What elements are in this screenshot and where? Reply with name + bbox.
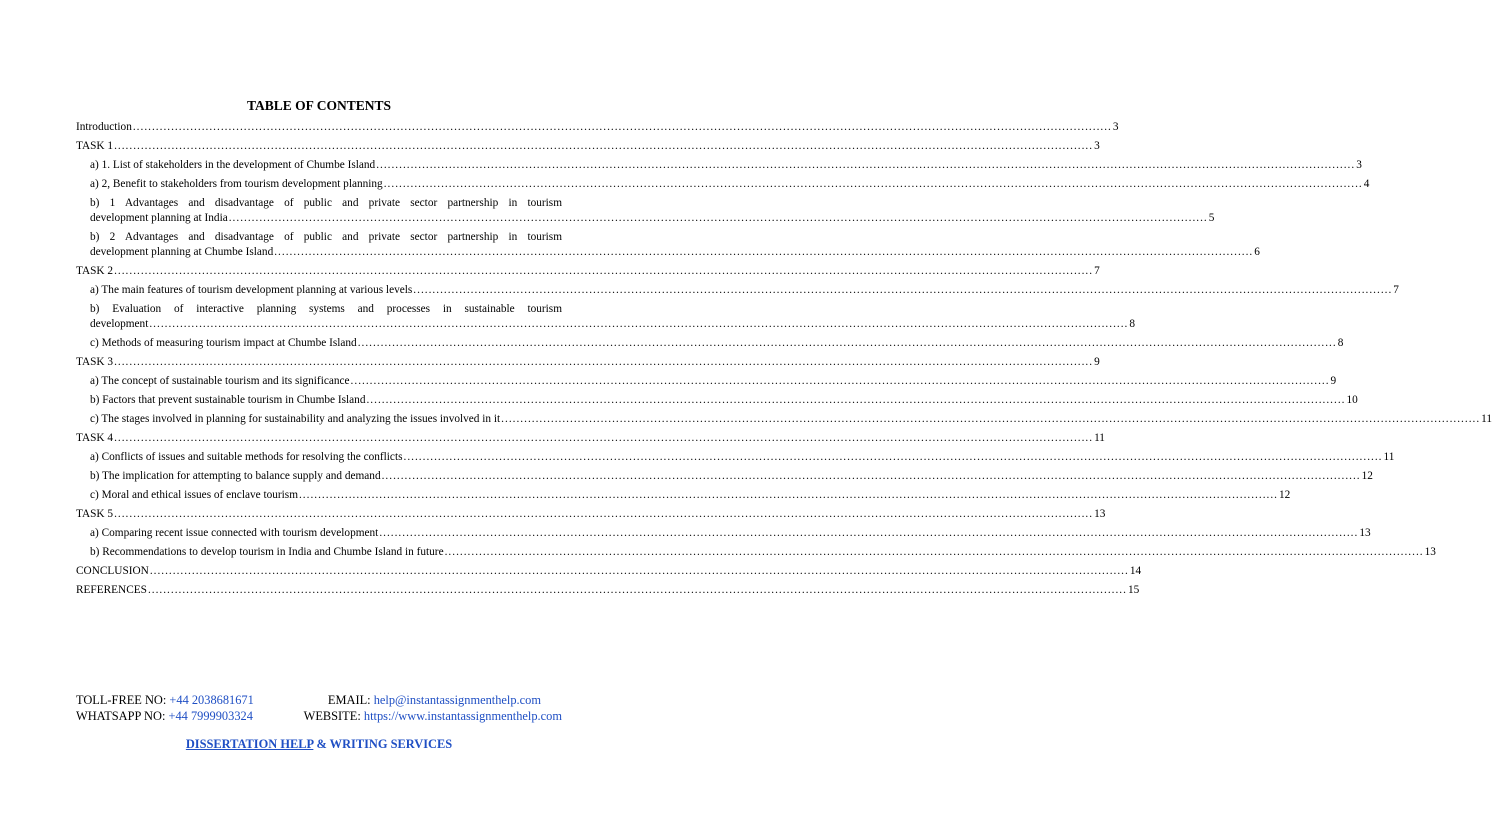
toc-entry-line <box>76 264 1100 279</box>
toc-leader-dots <box>501 412 1480 427</box>
toc-page-number: 3 <box>1356 159 1362 171</box>
toc-entry-text: b) Factors that prevent sustainable tourism in Chumbe Island <box>90 394 366 406</box>
toc-entry[interactable] <box>76 156 1362 175</box>
toc-entry[interactable] <box>76 448 1395 467</box>
dissertation-help-link[interactable]: DISSERTATION HELP <box>185 737 314 751</box>
toc-entry[interactable] <box>76 372 1337 391</box>
toc-page-number: 3 <box>1112 121 1119 133</box>
banner-ampersand: & <box>313 737 330 751</box>
toc-entry-text: Introduction <box>76 121 132 133</box>
toc-leader-dots <box>148 583 1127 598</box>
toc-entry-line <box>90 545 1436 560</box>
toc-page-number: 4 <box>1363 178 1370 190</box>
toc-entry[interactable] <box>76 228 1260 262</box>
toc-entry[interactable] <box>76 353 1100 372</box>
toc-page-number: 15 <box>1127 584 1140 596</box>
toc-page-number: 11 <box>1481 413 1492 425</box>
toc-entry-line <box>76 583 1140 598</box>
toc-entry-text-line1: b) 2 Advantages and disadvantage of public and private sector partnership in tourism <box>90 231 562 243</box>
email-label: EMAIL: <box>327 693 374 707</box>
toc-leader-dots <box>404 450 1383 465</box>
toc-leader-dots <box>366 393 1345 408</box>
toc-page-number: 12 <box>1361 470 1373 482</box>
toc-entry-line <box>90 469 1373 484</box>
toc-page-number: 11 <box>1094 432 1105 444</box>
toc-entry[interactable] <box>76 137 1100 156</box>
toc-entry[interactable] <box>76 391 1358 410</box>
toc-page-number: 7 <box>1094 265 1100 277</box>
toc-entry[interactable] <box>76 281 1399 300</box>
toc-entry-text: a) 1. List of stakeholders in the development of Chumbe Island <box>90 159 376 171</box>
toc-entry[interactable] <box>76 524 1371 543</box>
toc-entry-text: development planning at India <box>90 212 228 224</box>
toc-page-number: 9 <box>1330 375 1337 387</box>
toc-entry-text: CONCLUSION <box>76 565 149 577</box>
toc-entry[interactable] <box>76 175 1370 194</box>
toc-page-number: 8 <box>1129 318 1136 330</box>
toc-leader-dots <box>114 139 1093 154</box>
toc-entry-text: development planning at Chumbe Island <box>90 246 274 258</box>
toc-entry[interactable] <box>76 505 1106 524</box>
banner-services-text: WRITING SERVICES <box>329 737 453 751</box>
toc-entry[interactable] <box>76 334 1344 353</box>
toc-entry-text: a) 2, Benefit to stakeholders from tourism development planning <box>90 178 383 190</box>
toc-leader-dots <box>445 545 1424 560</box>
whatsapp-number[interactable]: +44 7999903324 <box>168 709 253 723</box>
toc-entry-text: TASK 4 <box>76 432 114 444</box>
toc-entry-text: b) The implication for attempting to balance supply and demand <box>90 470 381 482</box>
contact-footer <box>76 692 562 724</box>
toc-entry[interactable] <box>76 562 1142 581</box>
toc-entry[interactable] <box>76 262 1100 281</box>
toc-entry-text: c) The stages involved in planning for sustainability and analyzing the issues involved in it <box>90 413 501 425</box>
toc-page-number: 11 <box>1383 451 1395 463</box>
toc-leader-dots <box>150 564 1129 579</box>
page-title: TABLE OF CONTENTS <box>246 98 392 113</box>
toc-leader-dots <box>376 158 1355 173</box>
toc-entry-text: development <box>90 318 149 330</box>
website-link[interactable]: https://www.instantassignmenthelp.com <box>363 709 562 723</box>
toc-leader-dots <box>379 526 1358 541</box>
toc-page-number: 14 <box>1129 565 1142 577</box>
tollfree-number[interactable]: +44 2038681671 <box>169 693 254 707</box>
toc-leader-dots <box>274 245 1253 260</box>
toc-entry[interactable] <box>76 118 1119 137</box>
table-of-contents <box>76 118 1492 600</box>
email-link[interactable]: help@instantassignmenthelp.com <box>373 693 541 707</box>
toc-entry[interactable] <box>76 581 1140 600</box>
toc-entry-line <box>90 450 1395 465</box>
toc-entry-line <box>90 526 1371 541</box>
toc-entry-text: REFERENCES <box>76 584 147 596</box>
toc-entry-line <box>90 374 1337 389</box>
toc-entry-text: TASK 2 <box>76 265 114 277</box>
toc-entry-text-line1: b) 1 Advantages and disadvantage of public and private sector partnership in tourism <box>90 197 562 209</box>
toc-entry-text: b) Recommendations to develop tourism in India and Chumbe Island in future <box>90 546 444 558</box>
toc-leader-dots <box>114 355 1093 370</box>
toc-leader-dots <box>299 488 1278 503</box>
toc-entry[interactable] <box>76 429 1105 448</box>
toc-entry-text: TASK 3 <box>76 356 114 368</box>
toc-entry-text: TASK 1 <box>76 140 114 152</box>
toc-leader-dots <box>384 177 1363 192</box>
toc-entry[interactable] <box>76 543 1436 562</box>
toc-entry-line <box>76 355 1100 370</box>
toc-entry-line <box>90 177 1370 192</box>
website-line <box>304 708 562 724</box>
toc-page-number: 5 <box>1208 212 1215 224</box>
toc-entry-text: a) The concept of sustainable tourism and its significance <box>90 375 350 387</box>
toc-entry[interactable] <box>76 194 1215 228</box>
toc-entry-line <box>90 317 1136 332</box>
toc-entry-line <box>90 158 1362 173</box>
toc-entry-line <box>90 283 1399 298</box>
toc-leader-dots <box>358 336 1337 351</box>
toc-entry-line <box>90 412 1492 427</box>
tollfree-label: TOLL-FREE NO: <box>76 693 170 707</box>
toc-entry-text: TASK 5 <box>76 508 114 520</box>
toc-page-number: 8 <box>1337 337 1344 349</box>
whatsapp-line <box>76 708 253 724</box>
toc-page-number: 9 <box>1094 356 1100 368</box>
toc-page-number: 6 <box>1254 246 1260 258</box>
toc-entry-line <box>90 336 1344 351</box>
toc-leader-dots <box>382 469 1361 484</box>
toc-leader-dots <box>149 317 1128 332</box>
toc-entry-line <box>76 564 1142 579</box>
toc-leader-dots <box>114 264 1093 279</box>
toc-page-number: 13 <box>1094 508 1106 520</box>
toc-entry-line <box>90 393 1358 408</box>
toc-leader-dots <box>229 211 1208 226</box>
toc-entry[interactable] <box>76 467 1373 486</box>
toc-leader-dots <box>413 283 1392 298</box>
toc-entry[interactable] <box>76 300 1136 334</box>
toc-leader-dots <box>351 374 1330 389</box>
toc-entry-text: c) Methods of measuring tourism impact at Chumbe Island <box>90 337 357 349</box>
toc-entry[interactable] <box>76 410 1492 429</box>
toc-entry-line <box>76 431 1105 446</box>
toc-page-number: 13 <box>1424 546 1436 558</box>
email-line <box>328 692 541 708</box>
toc-leader-dots <box>133 120 1112 135</box>
toc-entry-line <box>76 120 1119 135</box>
toc-page-number: 12 <box>1278 489 1291 501</box>
toc-entry-text: a) Comparing recent issue connected with tourism development <box>90 527 379 539</box>
toc-entry-line <box>76 139 1100 154</box>
toc-entry-text: a) Conflicts of issues and suitable methods for resolving the conflicts <box>90 451 403 463</box>
toc-leader-dots <box>114 431 1093 446</box>
website-label: WEBSITE: <box>303 709 364 723</box>
toc-page-number: 10 <box>1346 394 1358 406</box>
toc-leader-dots <box>114 507 1093 522</box>
toc-entry-text-line1: b) Evaluation of interactive planning systems and processes in sustainable tourism <box>90 303 562 315</box>
toc-entry-line <box>90 245 1260 260</box>
toc-page-number: 13 <box>1359 527 1371 539</box>
tollfree-line <box>76 692 254 708</box>
whatsapp-label: WHATSAPP NO: <box>76 709 169 723</box>
toc-entry-line <box>90 488 1291 503</box>
toc-page-number: 3 <box>1094 140 1100 152</box>
toc-entry[interactable] <box>76 486 1291 505</box>
services-banner <box>0 737 638 752</box>
toc-entry-text: c) Moral and ethical issues of enclave tourism <box>90 489 298 501</box>
toc-entry-line <box>76 507 1106 522</box>
toc-entry-text: a) The main features of tourism development planning at various levels <box>90 284 413 296</box>
toc-entry-line <box>90 211 1215 226</box>
toc-page-number: 7 <box>1393 284 1399 296</box>
